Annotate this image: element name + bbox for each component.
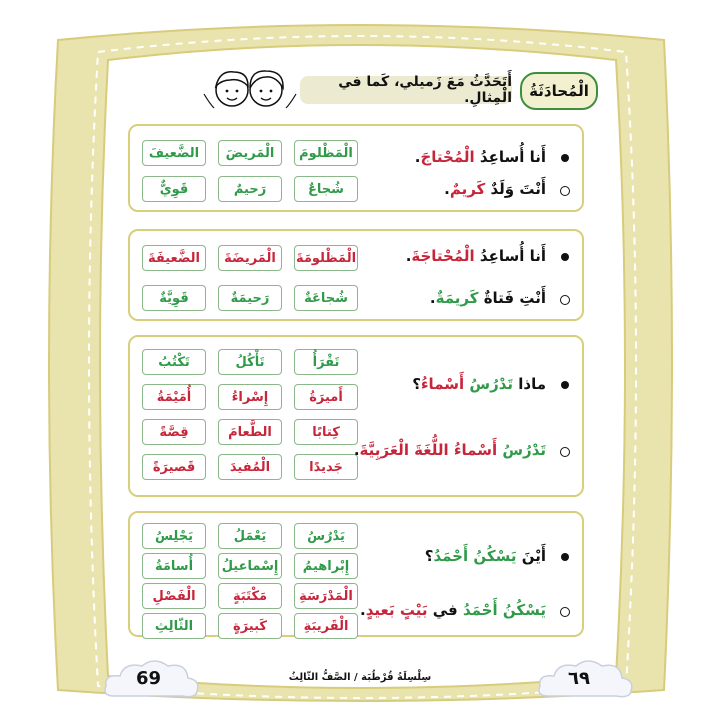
sentence-fragment: أَحْمَدُ [433,547,469,565]
word-chip: الْقَريبَةِ [294,613,358,639]
sentence-fragment: أَسْماءُ [453,441,498,459]
response-sentence [444,180,546,198]
bullet-ring [560,607,570,617]
sentence-fragment: بَعيدٍ [365,601,395,619]
word-chip: قَوِيَّةٌ [142,285,206,311]
response-sentence [354,441,546,459]
word-chip: الضَّعيفَ [142,140,206,166]
word-chip: مَكْتَبَةٍ [218,583,282,609]
word-chip: الطَّعامَ [218,419,282,445]
word-chip: إِبْراهيمُ [294,553,358,579]
bullet-dot [561,553,569,561]
word-chip: قَصيرَةً [142,454,206,480]
sentence-fragment: . [353,441,360,459]
bullet-ring [560,447,570,457]
exercise-box [128,511,584,637]
sentence-fragment: أَنْتِ فَتاةٌ [478,289,546,307]
sentence-fragment: أَنا أُساعِدُ [474,247,546,265]
sentence-fragment: أَنا أُساعِدُ [474,148,546,166]
two-children-illustration [200,64,300,114]
sentence-fragment: تَدْرُسُ [469,375,514,393]
bullet-dot [561,154,569,162]
sentence-fragment: تَدْرُسُ [502,441,546,459]
word-chip: قِصَّةً [142,419,206,445]
word-chip: كَبيرَةٍ [218,613,282,639]
word-chip: قَوِيٌّ [142,176,206,202]
sentence-fragment: ؟ [424,547,434,565]
sentence-fragment: . [414,148,421,166]
word-chip: الضَّعيفَةَ [142,245,206,271]
page-number-arabic: ٦٩ [568,668,590,689]
example-sentence [425,547,546,565]
example-sentence [412,375,546,393]
word-chip: رَحيمٌ [218,176,282,202]
sentence-fragment: كَريمٌ [449,180,486,198]
word-chip: أُسامَةُ [142,553,206,579]
word-chip: الْمَدْرَسَةِ [294,583,358,609]
exercise-box [128,229,584,321]
exercise-box [128,335,584,497]
word-chip: الثّالِثِ [142,613,206,639]
sentence-fragment: ماذا [513,375,546,393]
sentence-fragment: في [427,601,463,619]
sentence-fragment: أَحْمَدُ [462,601,498,619]
word-chip: يَعْمَلُ [218,523,282,549]
sentence-fragment: يَسْكُنُ [473,547,517,565]
word-chip: يَدْرُسُ [294,523,358,549]
word-chip: جَديدًا [294,454,358,480]
sentence-fragment: كَريمَةٌ [435,289,479,307]
example-sentence [415,148,546,166]
sentence-fragment: . [360,601,366,619]
word-chip: الْمَريضَةَ [218,245,282,271]
sentence-fragment: أَنْتَ وَلَدٌ [485,180,546,198]
section-title: الْمُحادَثَةُ [529,82,589,100]
bullet-dot [561,381,569,389]
example-sentence [406,247,546,265]
word-chip: تَقْرَأُ [294,349,358,375]
sentence-fragment: يَسْكُنُ [502,601,546,619]
word-chip: شُجاعٌ [294,176,358,202]
sentence-fragment: أَيْنَ [516,547,546,565]
word-chip: إِسْماعيلُ [218,553,282,579]
response-sentence [430,289,546,307]
word-chip: يَجْلِسُ [142,523,206,549]
sentence-fragment: . [429,289,436,307]
word-chip: أُمَيْمَةُ [142,384,206,410]
page-number-latin: 69 [136,668,162,689]
word-chip: تَأْكُلُ [218,349,282,375]
instruction-text: أَتَحَدَّثُ مَعَ زَميلي، كَما في الْمِثالِ. [338,74,512,106]
series-footer: سِلْسِلَةُ قُرْطُبَة / الصَّفُّ الثّالِثُ [288,672,432,683]
response-sentence [360,601,546,619]
sentence-fragment: . [444,180,450,198]
word-chip: الْمُفيدَ [218,454,282,480]
sentence-fragment: بَيْتٍ [399,601,428,619]
word-chip: رَحيمَةٌ [218,285,282,311]
section-title-badge [520,72,598,110]
word-chip: الْمَريضَ [218,140,282,166]
word-chip: أَميرَةُ [294,384,358,410]
word-chip: تَكْتُبُ [142,349,206,375]
sentence-fragment: ؟ [412,375,421,393]
sentence-fragment: اللُّغَةَ الْعَرَبِيَّةَ [359,441,449,459]
sentence-fragment: الْمُحْتاجَ [420,148,475,166]
bullet-ring [560,295,570,305]
instruction-banner [300,76,512,104]
word-chip: الْمَظْلومَةَ [294,245,358,271]
sentence-fragment: الْمُحْتاجَةَ [411,247,475,265]
word-chip: شُجاعَةٌ [294,285,358,311]
sentence-fragment: . [405,247,412,265]
word-chip: الْمَظْلومَ [294,140,358,166]
exercise-box [128,124,584,212]
bullet-dot [561,253,569,261]
sentence-fragment: أَسْماءُ [420,375,465,393]
word-chip: كِتابًا [294,419,358,445]
bullet-ring [560,186,570,196]
word-chip: الْفَصْلِ [142,583,206,609]
word-chip: إِسْراءُ [218,384,282,410]
